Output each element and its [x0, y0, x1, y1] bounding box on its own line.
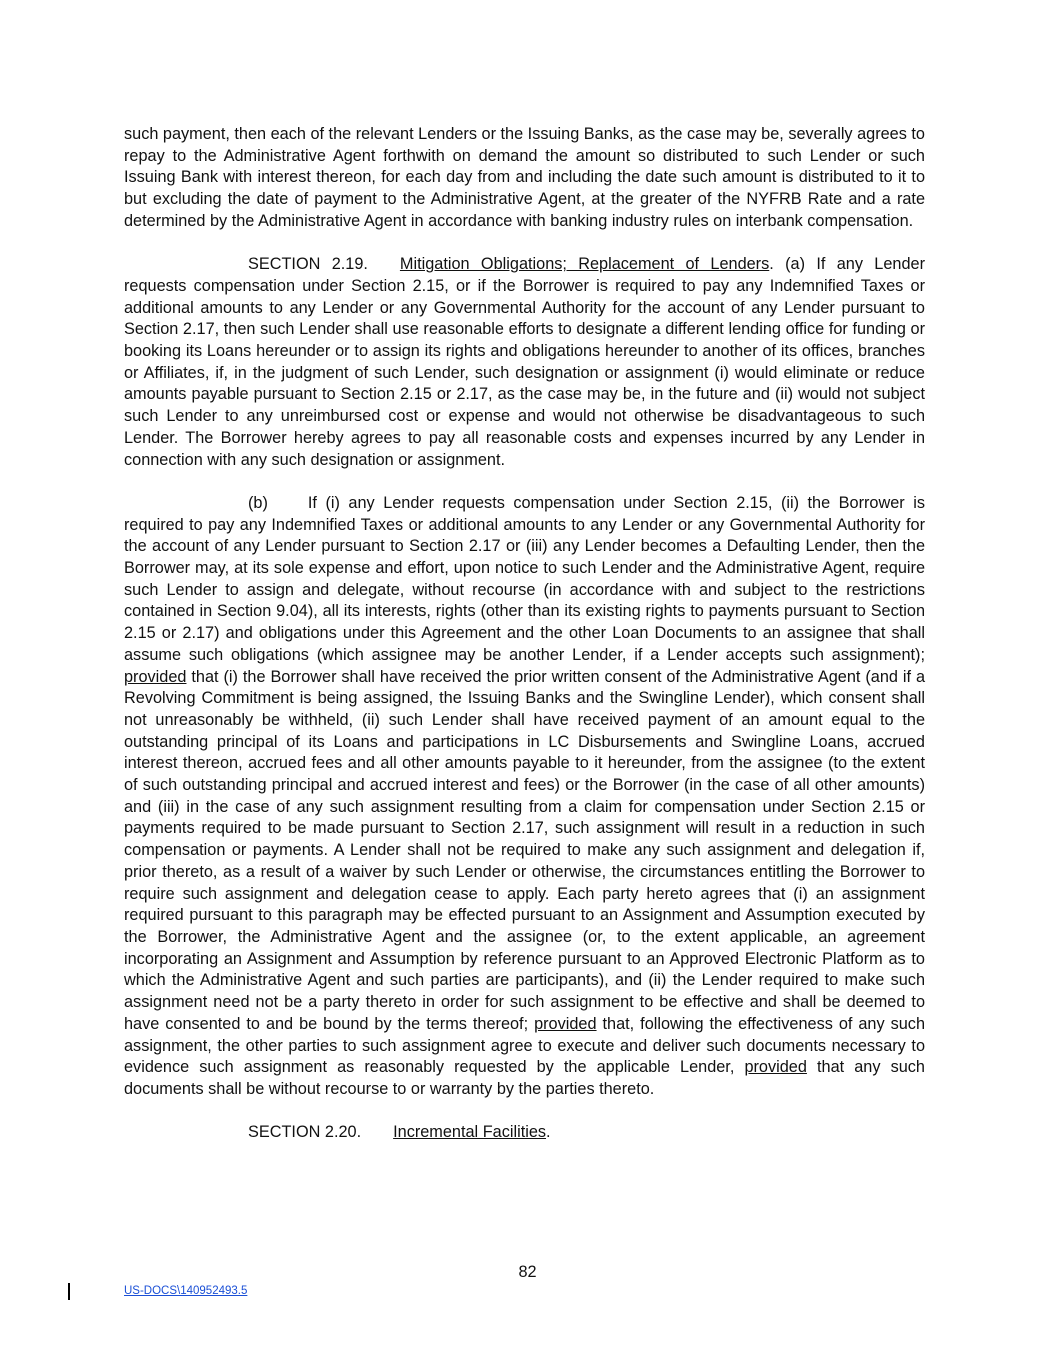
section-2-19-label: SECTION 2.19. — [248, 255, 368, 274]
document-id-link[interactable]: US-DOCS\140952493.5 — [124, 1285, 248, 1297]
change-bar — [68, 1283, 70, 1300]
paragraph-continuation: such payment, then each of the relevant Lenders or the Issuing Banks, as the case may be, severally agrees to repay to the Administrative Agent forthwith on demand the amount so distributed to such Lender or such Issuing Bank with interest thereon, for each day from and including the date such amount is distributed to it to but excluding the date of payment to the Administrative Agent, at the greater of the NYFRB Rate and a rate determined by the Administrative Agent in accordance with banking industry rules on interbank compensation. — [124, 125, 925, 230]
section-2-20-title-period: . — [546, 1123, 551, 1142]
section-2-20-title: Incremental Facilities — [393, 1123, 547, 1142]
subsection-b-text-1: If (i) any Lender requests compensation under Section 2.15, (ii) the Borrower is required to pay any Indemnified Taxes or additional amounts to any Lender or any Governmental Authority for the account of any Lender pursuant to Section 2.17 or (iii) any Lender becomes a Defaulting Lender, then the Borrower may, at its sole expense and effort, upon notice to such Lender and the Administrative Agent, require such Lender to assign and delegate, without recourse (in accordance with and subject to the restrictions contained in Section 9.04), all its interests, rights (other than its existing rights to payments pursuant to Section 2.15 or 2.17) and obligations under this Agreement and the other Loan Documents to an assignee that shall assume such obligations (which assignee may be another Lender, if a Lender accepts such assignment); — [124, 493, 925, 664]
subsection-b-label: (b) — [248, 493, 268, 512]
subsection-b-text-4: that any such documents shall be without recourse to or warranty by the parties thereto. — [124, 1058, 925, 1098]
page-number: 82 — [518, 1263, 537, 1281]
section-2-20-heading — [124, 1122, 925, 1144]
subsection-b-text-3: that, following the effectiveness of any such assignment, the other parties to such assignment agree to execute and deliver such documents necessary to evidence such assignment as reasonably requested by the applicable Lender, — [124, 1014, 925, 1077]
provided-term-2: provided — [534, 1014, 597, 1033]
section-2-19-title: Mitigation Obligations; Replacement of Lenders — [399, 255, 770, 274]
section-2-20-label: SECTION 2.20. — [248, 1123, 362, 1142]
section-2-19-title-period: . — [769, 255, 774, 274]
subsection-b-text-2: that (i) the Borrower shall have received the prior written consent of the Administrative Agent (and if a Revolving Commitment is being assigned, the Issuing Banks and the Swingline Lender), which consent shall not unreasonably be withheld, (ii) such Lender shall have received payment of an amount equal to the outstanding principal of its Loans and participations in LC Disbursements and Swingline Loans, accrued interest thereon, accrued fees and all other amounts payable to it hereunder, from the assignee (to the extent of such outstanding principal and accrued interest and fees) or the Borrower (in the case of all other amounts) and (iii) in the case of any such assignment resulting from a claim for compensation under Section 2.15 or payments required to be made pursuant to Section 2.17, such assignment will result in a reduction in such compensation or payments. A Lender shall not be required to make any such assignment and delegation if, prior thereto, as a result of a waiver by such Lender or otherwise, the circumstances entitling the Borrower to require such assignment and delegation cease to apply. Each party hereto agrees that (i) an assignment required pursuant to this paragraph may be effected pursuant to an Assignment and Assumption executed by the Borrower, the Administrative Agent and the assignee (or, to the extent applicable, an agreement incorporating an Assignment and Assumption by reference pursuant to an Approved Electronic Platform as to which the Administrative Agent and such parties are participants), and (ii) the Lender required to make such assignment need not be a party thereto in order for such assignment to be effective and shall be deemed to have consented to and be bound by the terms thereof; — [124, 667, 925, 1033]
section-2-19-text: (a) If any Lender requests compensation under Section 2.15, or if the Borrower is required to pay any Indemnified Taxes or additional amounts to any Lender or any Governmental Authority for the account of any Lender pursuant to Section 2.17, then such Lender shall use reasonable efforts to designate a different lending office for funding or booking its Loans hereunder or to assign its rights and obligations hereunder to another of its offices, branches or Affiliates, if, in the judgment of such Lender, such designation or assignment (i) would eliminate or reduce amounts payable pursuant to Section 2.15 or 2.17, as the case may be, in the future and (ii) would not subject such Lender to any unreimbursed cost or expense and would not otherwise be disadvantageous to such Lender. The Borrower hereby agrees to pay all reasonable costs and expenses incurred by any Lender in connection with any such designation or assignment. — [124, 255, 926, 469]
section-2-19-paragraph — [124, 254, 925, 471]
provided-term-1: provided — [124, 667, 187, 686]
provided-term-3: provided — [744, 1058, 807, 1077]
subsection-b-paragraph — [124, 493, 925, 1101]
document-body — [124, 124, 925, 1144]
